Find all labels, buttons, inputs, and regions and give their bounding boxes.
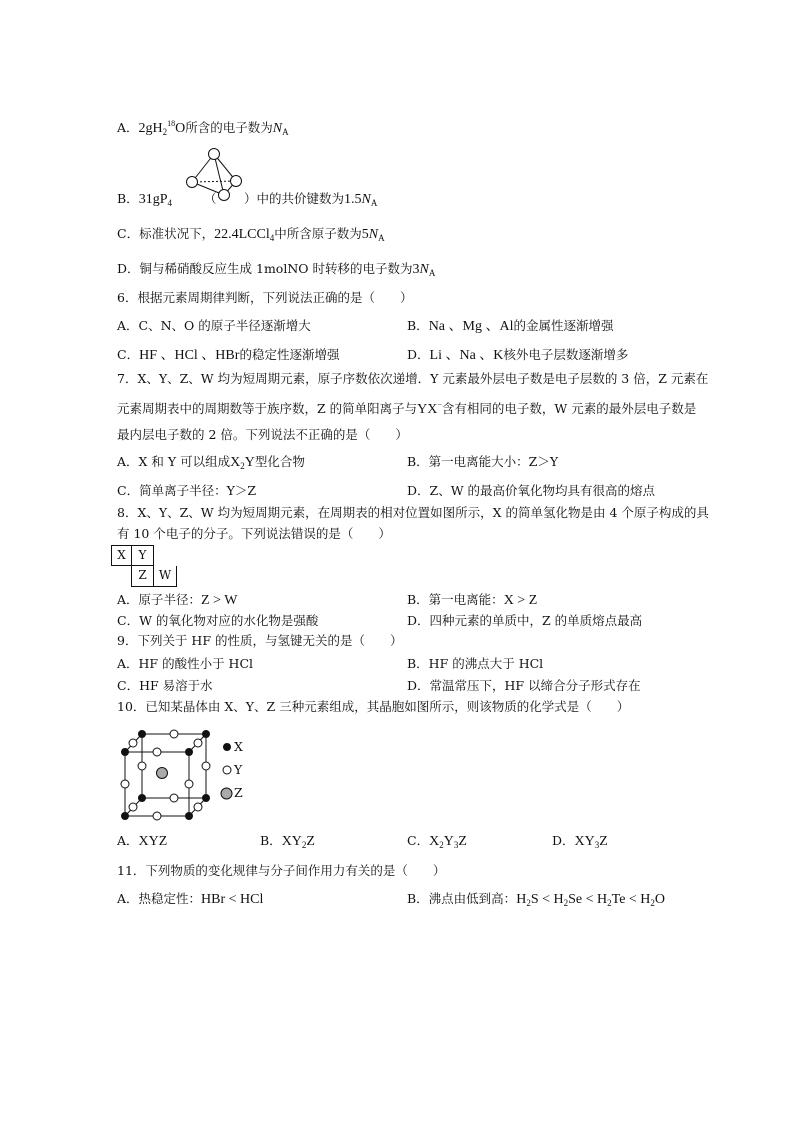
q7-stem-line2: 元素周期表中的周期数等于族序数，Z 的简单阳离子与YX−含有相同的电子数，W 元素的最外层电子数是 [117, 400, 697, 417]
q11-option-b: B．沸点由低到高：$H_2S < H_2Se < H_2Te < H_2O$ [407, 891, 666, 908]
q10-option-d: D．$XY_3Z$ [552, 833, 608, 850]
q8-stem-line2: 有 10 个电子的分子。下列说法错误的是（ ） [117, 526, 391, 541]
q8-option-b: B．第一电离能：X > Z [407, 592, 538, 608]
q6-option-c: C．HF 、HCl 、HBr的稳定性逐渐增强 [117, 347, 340, 363]
q9-option-b: B．HF 的沸点大于 HCl [407, 656, 544, 671]
legend-z-label: Z [234, 785, 243, 800]
grid-cell-y: Y [131, 545, 154, 566]
crystal-unit-cell-diagram [110, 725, 220, 817]
q6-stem: 6．根据元素周期律判断，下列说法正确的是（ ） [117, 290, 413, 305]
q9-option-d: D．常温常压下，HF 以缔合分子形式存在 [407, 678, 641, 693]
grid-cell-x: X [111, 545, 132, 566]
legend-y-marker [222, 765, 232, 775]
q11-option-a: A．热稳定性：HBr < HCl [117, 891, 264, 907]
q7-stem-line3: 最内层电子数的 2 倍。下列说法不正确的是（ ） [117, 427, 408, 442]
q8-option-d: D．四种元素的单质中，Z 的单质熔点最高 [407, 613, 643, 628]
q6-option-d: D．Li 、Na 、K核外电子层数逐渐增多 [407, 347, 629, 363]
legend-x-marker [222, 742, 232, 752]
q5-option-d: D．铜与稀硝酸反应生成 1molNO 时转移的电子数为$3N_A$ [117, 261, 436, 278]
q7-option-c: C．简单离子半径：Y＞Z [117, 483, 257, 498]
q8-option-c: C．W 的氧化物对应的水化物是强酸 [117, 613, 319, 628]
q10-option-c: C．$X_2Y_3Z$ [407, 833, 467, 850]
legend-x-label: X [234, 739, 243, 754]
q8-option-a: A．原子半径：Z > W [117, 592, 238, 608]
q6-option-a: A．C、N、O 的原子半径逐渐增大 [117, 318, 311, 333]
legend-z-marker [220, 787, 233, 800]
q9-stem: 9．下列关于 HF 的性质，与氢键无关的是（ ） [117, 633, 403, 648]
q7-option-d: D．Z、W 的最高价氧化物均具有很高的熔点 [407, 483, 656, 498]
q5-option-b-paren-left: （ [204, 191, 217, 206]
grid-cell-w: W [153, 566, 177, 587]
grid-cell-z: Z [131, 566, 154, 587]
q10-option-a: A．XYZ [117, 833, 168, 849]
q5-option-b-rest: ）中的共价键数为$1.5N_A$ [244, 191, 378, 208]
q5-option-b: B．$31gP_4$ [117, 191, 172, 208]
q11-stem: 11．下列物质的变化规律与分子间作用力有关的是（ ） [117, 863, 446, 878]
q5-option-c: C．标准状况下，22.4LCCl$_4$中所含原子数为$5N_A$ [117, 226, 385, 243]
q10-stem: 10．已知某晶体由 X、Y、Z 三种元素组成，其晶胞如图所示，则该物质的化学式是（ ） [117, 699, 630, 714]
q5-option-a: A．$2gH_2^{18}O$所含的电子数为$N_A$ [117, 119, 289, 137]
q7-option-a: A．X 和 Y 可以组成$X_2Y$型化合物 [117, 454, 305, 471]
legend-y-label: Y [234, 762, 243, 777]
q8-stem-line1: 8．X、Y、Z、W 均为短周期元素，在周期表的相对位置如图所示，X 的简单氢化物是由 4 个原子构成的具 [117, 505, 709, 520]
q7-option-b: B．第一电离能大小：Z＞Y [407, 454, 559, 469]
q6-option-b: B．Na 、Mg 、Al的金属性逐渐增强 [407, 318, 614, 334]
q10-option-b: B．$XY_2Z$ [260, 833, 315, 850]
q9-option-c: C．HF 易溶于水 [117, 678, 213, 693]
q9-option-a: A．HF 的酸性小于 HCl [117, 656, 254, 671]
q7-stem-line1: 7．X、Y、Z、W 均为短周期元素，原子序数依次递增．Y 元素最外层电子数是电子层数的 3 倍，Z 元素在 [117, 371, 709, 386]
